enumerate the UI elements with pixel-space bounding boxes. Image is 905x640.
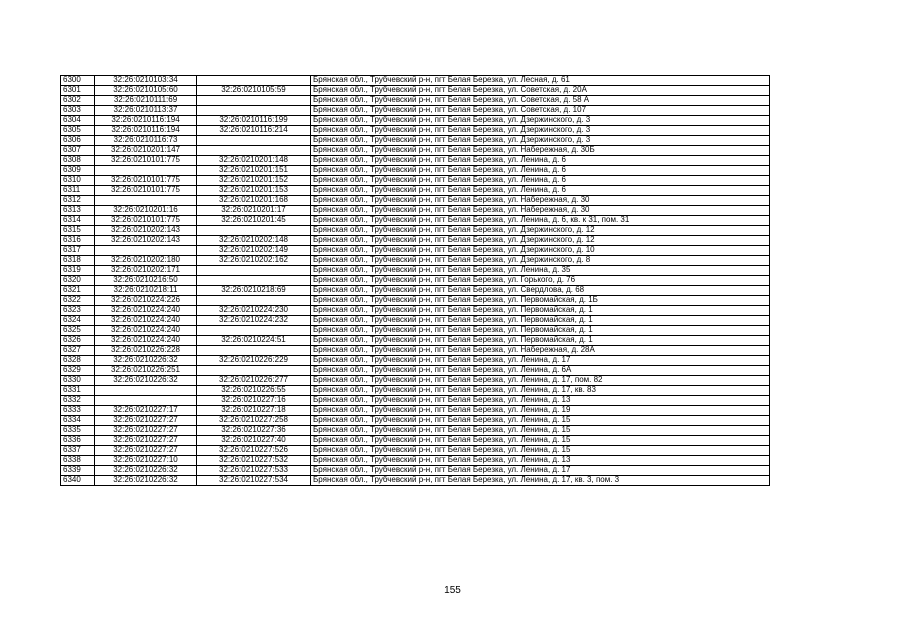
table-row bbox=[61, 306, 770, 316]
row-number-cell: 6302 bbox=[61, 96, 95, 106]
table-row bbox=[61, 266, 770, 276]
row-number-cell: 6327 bbox=[61, 346, 95, 356]
table-row bbox=[61, 456, 770, 466]
related-cadastral-number-cell: 32:26:0210116:199 bbox=[197, 116, 311, 126]
address-cell: Брянская обл., Трубчевский р-н, пгт Белая Березка, ул. Первомайская, д. 1Б bbox=[311, 296, 770, 306]
table-row bbox=[61, 206, 770, 216]
table-row bbox=[61, 96, 770, 106]
cadastral-number-cell: 32:26:0210201:16 bbox=[95, 206, 197, 216]
row-number-cell: 6307 bbox=[61, 146, 95, 156]
cadastral-number-cell: 32:26:0210103:34 bbox=[95, 76, 197, 86]
address-cell: Брянская обл., Трубчевский р-н, пгт Белая Березка, ул. Ленина, д. 17, кв. 83 bbox=[311, 386, 770, 396]
address-cell: Брянская обл., Трубчевский р-н, пгт Белая Березка, ул. Дзержинского, д. 3 bbox=[311, 136, 770, 146]
address-cell: Брянская обл., Трубчевский р-н, пгт Белая Березка, ул. Ленина, д. 13 bbox=[311, 456, 770, 466]
cadastral-number-cell: 32:26:0210202:180 bbox=[95, 256, 197, 266]
cadastral-number-cell: 32:26:0210101:775 bbox=[95, 216, 197, 226]
cadastral-number-cell bbox=[95, 246, 197, 256]
cadastral-number-cell bbox=[95, 386, 197, 396]
cadastral-number-cell bbox=[95, 396, 197, 406]
related-cadastral-number-cell: 32:26:0210201:148 bbox=[197, 156, 311, 166]
row-number-cell: 6310 bbox=[61, 176, 95, 186]
table-row bbox=[61, 416, 770, 426]
related-cadastral-number-cell bbox=[197, 346, 311, 356]
address-cell: Брянская обл., Трубчевский р-н, пгт Белая Березка, ул. Лесная, д. 61 bbox=[311, 76, 770, 86]
address-cell: Брянская обл., Трубчевский р-н, пгт Белая Березка, ул. Ленина, д. 6 bbox=[311, 156, 770, 166]
related-cadastral-number-cell bbox=[197, 266, 311, 276]
address-cell: Брянская обл., Трубчевский р-н, пгт Белая Березка, ул. Первомайская, д. 1 bbox=[311, 326, 770, 336]
related-cadastral-number-cell: 32:26:0210201:17 bbox=[197, 206, 311, 216]
address-cell: Брянская обл., Трубчевский р-н, пгт Белая Березка, ул. Дзержинского, д. 12 bbox=[311, 236, 770, 246]
table-row bbox=[61, 376, 770, 386]
cadastral-number-cell: 32:26:0210226:32 bbox=[95, 476, 197, 486]
related-cadastral-number-cell: 32:26:0210201:151 bbox=[197, 166, 311, 176]
related-cadastral-number-cell bbox=[197, 106, 311, 116]
related-cadastral-number-cell: 32:26:0210224:232 bbox=[197, 316, 311, 326]
related-cadastral-number-cell bbox=[197, 326, 311, 336]
table-row bbox=[61, 406, 770, 416]
cadastral-number-cell: 32:26:0210226:32 bbox=[95, 466, 197, 476]
table-row bbox=[61, 386, 770, 396]
row-number-cell: 6337 bbox=[61, 446, 95, 456]
cadastral-number-cell: 32:26:0210202:171 bbox=[95, 266, 197, 276]
table-row bbox=[61, 446, 770, 456]
cadastral-number-cell: 32:26:0210227:27 bbox=[95, 416, 197, 426]
address-cell: Брянская обл., Трубчевский р-н, пгт Белая Березка, ул. Ленина, д. 13 bbox=[311, 396, 770, 406]
cadastral-number-cell: 32:26:0210216:50 bbox=[95, 276, 197, 286]
address-cell: Брянская обл., Трубчевский р-н, пгт Белая Березка, ул. Ленина, д. 15 bbox=[311, 416, 770, 426]
address-cell: Брянская обл., Трубчевский р-н, пгт Белая Березка, ул. Первомайская, д. 1 bbox=[311, 316, 770, 326]
related-cadastral-number-cell bbox=[197, 146, 311, 156]
cadastral-number-cell: 32:26:0210116:73 bbox=[95, 136, 197, 146]
address-cell: Брянская обл., Трубчевский р-н, пгт Белая Березка, ул. Дзержинского, д. 8 bbox=[311, 256, 770, 266]
table-row bbox=[61, 196, 770, 206]
cadastral-number-cell: 32:26:0210202:143 bbox=[95, 236, 197, 246]
cadastral-number-cell: 32:26:0210226:32 bbox=[95, 356, 197, 366]
row-number-cell: 6330 bbox=[61, 376, 95, 386]
address-cell: Брянская обл., Трубчевский р-н, пгт Белая Березка, ул. Дзержинского, д. 3 bbox=[311, 116, 770, 126]
cadastral-number-cell: 32:26:0210224:240 bbox=[95, 316, 197, 326]
address-cell: Брянская обл., Трубчевский р-н, пгт Белая Березка, ул. Ленина, д. 17, кв. 3, пом. 3 bbox=[311, 476, 770, 486]
row-number-cell: 6313 bbox=[61, 206, 95, 216]
address-cell: Брянская обл., Трубчевский р-н, пгт Белая Березка, ул. Ленина, д. 17 bbox=[311, 356, 770, 366]
related-cadastral-number-cell: 32:26:0210227:532 bbox=[197, 456, 311, 466]
cadastral-number-cell: 32:26:0210116:194 bbox=[95, 116, 197, 126]
row-number-cell: 6316 bbox=[61, 236, 95, 246]
row-number-cell: 6306 bbox=[61, 136, 95, 146]
row-number-cell: 6326 bbox=[61, 336, 95, 346]
row-number-cell: 6305 bbox=[61, 126, 95, 136]
cadastral-number-cell: 32:26:0210224:226 bbox=[95, 296, 197, 306]
address-cell: Брянская обл., Трубчевский р-н, пгт Белая Березка, ул. Первомайская, д. 1 bbox=[311, 306, 770, 316]
cadastral-number-cell: 32:26:0210226:32 bbox=[95, 376, 197, 386]
row-number-cell: 6328 bbox=[61, 356, 95, 366]
table-row bbox=[61, 146, 770, 156]
related-cadastral-number-cell: 32:26:0210201:45 bbox=[197, 216, 311, 226]
table-row bbox=[61, 106, 770, 116]
related-cadastral-number-cell: 32:26:0210227:258 bbox=[197, 416, 311, 426]
address-cell: Брянская обл., Трубчевский р-н, пгт Белая Березка, ул. Ленина, д. 17 bbox=[311, 466, 770, 476]
table-row bbox=[61, 296, 770, 306]
address-cell: Брянская обл., Трубчевский р-н, пгт Белая Березка, ул. Ленина, д. 19 bbox=[311, 406, 770, 416]
table-row bbox=[61, 136, 770, 146]
address-cell: Брянская обл., Трубчевский р-н, пгт Белая Березка, ул. Ленина, д. 6А bbox=[311, 366, 770, 376]
address-cell: Брянская обл., Трубчевский р-н, пгт Белая Березка, ул. Ленина, д. 6 bbox=[311, 176, 770, 186]
cadastral-number-cell: 32:26:0210218:11 bbox=[95, 286, 197, 296]
row-number-cell: 6309 bbox=[61, 166, 95, 176]
related-cadastral-number-cell: 32:26:0210202:149 bbox=[197, 246, 311, 256]
related-cadastral-number-cell bbox=[197, 76, 311, 86]
related-cadastral-number-cell bbox=[197, 276, 311, 286]
related-cadastral-number-cell: 32:26:0210201:168 bbox=[197, 196, 311, 206]
row-number-cell: 6301 bbox=[61, 86, 95, 96]
related-cadastral-number-cell: 32:26:0210105:59 bbox=[197, 86, 311, 96]
row-number-cell: 6311 bbox=[61, 186, 95, 196]
cadastral-number-cell: 32:26:0210113:37 bbox=[95, 106, 197, 116]
cadastral-number-cell: 32:26:0210202:143 bbox=[95, 226, 197, 236]
row-number-cell: 6312 bbox=[61, 196, 95, 206]
address-cell: Брянская обл., Трубчевский р-н, пгт Белая Березка, ул. Ленина, д. 15 bbox=[311, 446, 770, 456]
related-cadastral-number-cell: 32:26:0210227:18 bbox=[197, 406, 311, 416]
table-row bbox=[61, 86, 770, 96]
cadastral-number-cell: 32:26:0210224:240 bbox=[95, 306, 197, 316]
row-number-cell: 6324 bbox=[61, 316, 95, 326]
table-row bbox=[61, 316, 770, 326]
related-cadastral-number-cell: 32:26:0210227:534 bbox=[197, 476, 311, 486]
table-row bbox=[61, 156, 770, 166]
row-number-cell: 6332 bbox=[61, 396, 95, 406]
cadastral-number-cell: 32:26:0210111:69 bbox=[95, 96, 197, 106]
address-cell: Брянская обл., Трубчевский р-н, пгт Белая Березка, ул. Горького, д. 76 bbox=[311, 276, 770, 286]
row-number-cell: 6334 bbox=[61, 416, 95, 426]
table-row bbox=[61, 116, 770, 126]
related-cadastral-number-cell: 32:26:0210227:533 bbox=[197, 466, 311, 476]
address-cell: Брянская обл., Трубчевский р-н, пгт Белая Березка, ул. Свердлова, д. 68 bbox=[311, 286, 770, 296]
address-cell: Брянская обл., Трубчевский р-н, пгт Белая Березка, ул. Советская, д. 20А bbox=[311, 86, 770, 96]
row-number-cell: 6335 bbox=[61, 426, 95, 436]
table-row bbox=[61, 236, 770, 246]
row-number-cell: 6321 bbox=[61, 286, 95, 296]
address-cell: Брянская обл., Трубчевский р-н, пгт Белая Березка, ул. Дзержинского, д. 12 bbox=[311, 226, 770, 236]
table-row bbox=[61, 426, 770, 436]
table-row bbox=[61, 126, 770, 136]
table-row bbox=[61, 276, 770, 286]
address-cell: Брянская обл., Трубчевский р-н, пгт Белая Березка, ул. Советская, д. 58 А bbox=[311, 96, 770, 106]
row-number-cell: 6315 bbox=[61, 226, 95, 236]
address-cell: Брянская обл., Трубчевский р-н, пгт Белая Березка, ул. Набережная, д. 30Б bbox=[311, 146, 770, 156]
cadastral-number-cell: 32:26:0210105:60 bbox=[95, 86, 197, 96]
row-number-cell: 6320 bbox=[61, 276, 95, 286]
row-number-cell: 6308 bbox=[61, 156, 95, 166]
related-cadastral-number-cell: 32:26:0210227:40 bbox=[197, 436, 311, 446]
address-cell: Брянская обл., Трубчевский р-н, пгт Белая Березка, ул. Советская, д. 107 bbox=[311, 106, 770, 116]
address-cell: Брянская обл., Трубчевский р-н, пгт Белая Березка, ул. Набережная, д. 30 bbox=[311, 196, 770, 206]
table-row bbox=[61, 226, 770, 236]
row-number-cell: 6314 bbox=[61, 216, 95, 226]
cadastral-number-cell bbox=[95, 196, 197, 206]
related-cadastral-number-cell bbox=[197, 136, 311, 146]
table-row bbox=[61, 286, 770, 296]
address-cell: Брянская обл., Трубчевский р-н, пгт Белая Березка, ул. Ленина, д. 35 bbox=[311, 266, 770, 276]
related-cadastral-number-cell: 32:26:0210218:69 bbox=[197, 286, 311, 296]
cadastral-number-cell: 32:26:0210101:775 bbox=[95, 186, 197, 196]
cadastral-number-cell: 32:26:0210227:10 bbox=[95, 456, 197, 466]
related-cadastral-number-cell: 32:26:0210227:526 bbox=[197, 446, 311, 456]
cadastral-number-cell: 32:26:0210201:147 bbox=[95, 146, 197, 156]
related-cadastral-number-cell: 32:26:0210201:153 bbox=[197, 186, 311, 196]
related-cadastral-number-cell bbox=[197, 296, 311, 306]
row-number-cell: 6319 bbox=[61, 266, 95, 276]
cadastral-number-cell: 32:26:0210227:27 bbox=[95, 446, 197, 456]
address-cell: Брянская обл., Трубчевский р-н, пгт Белая Березка, ул. Ленина, д. 15 bbox=[311, 426, 770, 436]
table-row bbox=[61, 366, 770, 376]
table-row bbox=[61, 76, 770, 86]
row-number-cell: 6323 bbox=[61, 306, 95, 316]
address-cell: Брянская обл., Трубчевский р-н, пгт Белая Березка, ул. Ленина, д. 6 bbox=[311, 166, 770, 176]
table-row bbox=[61, 466, 770, 476]
table-row bbox=[61, 336, 770, 346]
related-cadastral-number-cell: 32:26:0210227:16 bbox=[197, 396, 311, 406]
related-cadastral-number-cell: 32:26:0210226:55 bbox=[197, 386, 311, 396]
row-number-cell: 6338 bbox=[61, 456, 95, 466]
address-cell: Брянская обл., Трубчевский р-н, пгт Белая Березка, ул. Ленина, д. 6, кв. к 31, пом. 31 bbox=[311, 216, 770, 226]
cadastral-number-cell: 32:26:0210227:27 bbox=[95, 436, 197, 446]
related-cadastral-number-cell: 32:26:0210226:229 bbox=[197, 356, 311, 366]
table-row bbox=[61, 186, 770, 196]
related-cadastral-number-cell: 32:26:0210116:214 bbox=[197, 126, 311, 136]
row-number-cell: 6336 bbox=[61, 436, 95, 446]
registry-table-body bbox=[61, 76, 770, 486]
table-row bbox=[61, 246, 770, 256]
related-cadastral-number-cell: 32:26:0210224:51 bbox=[197, 336, 311, 346]
address-cell: Брянская обл., Трубчевский р-н, пгт Белая Березка, ул. Ленина, д. 6 bbox=[311, 186, 770, 196]
related-cadastral-number-cell bbox=[197, 366, 311, 376]
related-cadastral-number-cell: 32:26:0210226:277 bbox=[197, 376, 311, 386]
page-number: 155 bbox=[444, 585, 461, 596]
row-number-cell: 6325 bbox=[61, 326, 95, 336]
table-row bbox=[61, 176, 770, 186]
related-cadastral-number-cell: 32:26:0210201:152 bbox=[197, 176, 311, 186]
table-row bbox=[61, 216, 770, 226]
address-cell: Брянская обл., Трубчевский р-н, пгт Белая Березка, ул. Набережная, д. 28А bbox=[311, 346, 770, 356]
cadastral-number-cell bbox=[95, 166, 197, 176]
cadastral-number-cell: 32:26:0210101:775 bbox=[95, 176, 197, 186]
related-cadastral-number-cell: 32:26:0210202:162 bbox=[197, 256, 311, 266]
cadastral-number-cell: 32:26:0210226:251 bbox=[95, 366, 197, 376]
related-cadastral-number-cell: 32:26:0210224:230 bbox=[197, 306, 311, 316]
cadastral-number-cell: 32:26:0210224:240 bbox=[95, 326, 197, 336]
address-cell: Брянская обл., Трубчевский р-н, пгт Белая Березка, ул. Ленина, д. 17, пом. 82 bbox=[311, 376, 770, 386]
row-number-cell: 6339 bbox=[61, 466, 95, 476]
row-number-cell: 6340 bbox=[61, 476, 95, 486]
table-row bbox=[61, 346, 770, 356]
row-number-cell: 6318 bbox=[61, 256, 95, 266]
related-cadastral-number-cell: 32:26:0210227:36 bbox=[197, 426, 311, 436]
row-number-cell: 6322 bbox=[61, 296, 95, 306]
cadastral-number-cell: 32:26:0210101:775 bbox=[95, 156, 197, 166]
related-cadastral-number-cell: 32:26:0210202:148 bbox=[197, 236, 311, 246]
cadastral-number-cell: 32:26:0210226:228 bbox=[95, 346, 197, 356]
address-cell: Брянская обл., Трубчевский р-н, пгт Белая Березка, ул. Дзержинского, д. 3 bbox=[311, 126, 770, 136]
table-row bbox=[61, 436, 770, 446]
table-row bbox=[61, 476, 770, 486]
row-number-cell: 6300 bbox=[61, 76, 95, 86]
table-row bbox=[61, 326, 770, 336]
row-number-cell: 6317 bbox=[61, 246, 95, 256]
cadastral-number-cell: 32:26:0210116:194 bbox=[95, 126, 197, 136]
row-number-cell: 6333 bbox=[61, 406, 95, 416]
row-number-cell: 6303 bbox=[61, 106, 95, 116]
table-row bbox=[61, 256, 770, 266]
row-number-cell: 6304 bbox=[61, 116, 95, 126]
address-cell: Брянская обл., Трубчевский р-н, пгт Белая Березка, ул. Ленина, д. 15 bbox=[311, 436, 770, 446]
related-cadastral-number-cell bbox=[197, 96, 311, 106]
cadastral-number-cell: 32:26:0210224:240 bbox=[95, 336, 197, 346]
table-row bbox=[61, 166, 770, 176]
related-cadastral-number-cell bbox=[197, 226, 311, 236]
address-cell: Брянская обл., Трубчевский р-н, пгт Белая Березка, ул. Первомайская, д. 1 bbox=[311, 336, 770, 346]
cadastral-number-cell: 32:26:0210227:17 bbox=[95, 406, 197, 416]
cadastral-number-cell: 32:26:0210227:27 bbox=[95, 426, 197, 436]
table-row bbox=[61, 356, 770, 366]
address-cell: Брянская обл., Трубчевский р-н, пгт Белая Березка, ул. Набережная, д. 30 bbox=[311, 206, 770, 216]
registry-table bbox=[60, 75, 770, 486]
table-row bbox=[61, 396, 770, 406]
row-number-cell: 6331 bbox=[61, 386, 95, 396]
address-cell: Брянская обл., Трубчевский р-н, пгт Белая Березка, ул. Дзержинского, д. 10 bbox=[311, 246, 770, 256]
row-number-cell: 6329 bbox=[61, 366, 95, 376]
